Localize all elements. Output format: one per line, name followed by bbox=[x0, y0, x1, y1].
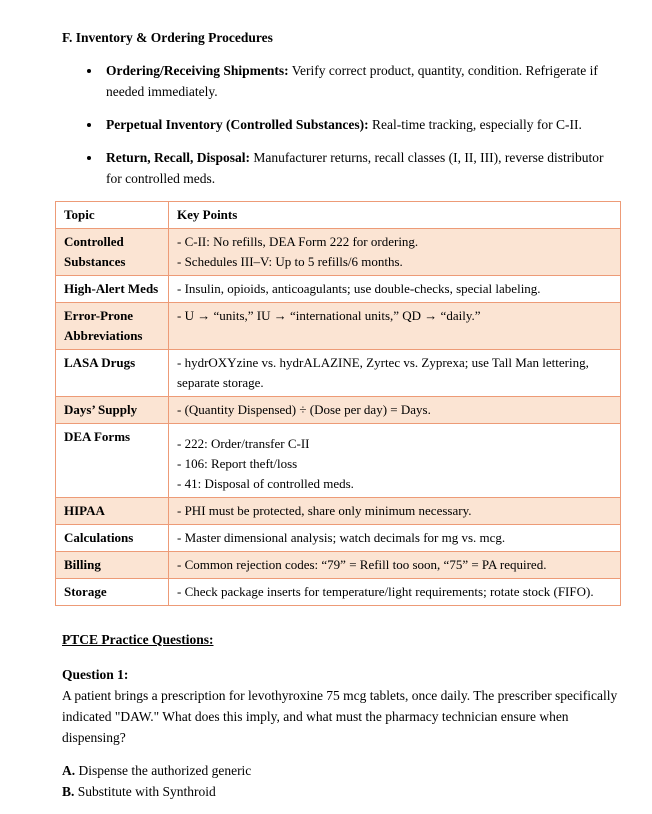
answer-option: A. Dispense the authorized generic bbox=[62, 763, 252, 778]
question-1-label: Question 1: bbox=[62, 667, 129, 682]
table-row bbox=[56, 350, 621, 397]
key-point-line: - (Quantity Dispensed) ÷ (Dose per day) = Days. bbox=[177, 402, 431, 417]
key-points-cell bbox=[169, 552, 621, 579]
key-point-line: - C-II: No refills, DEA Form 222 for ordering. bbox=[177, 234, 419, 249]
key-point-line: - Check package inserts for temperature/light requirements; rotate stock (FIFO). bbox=[177, 584, 594, 599]
key-points-cell bbox=[169, 229, 621, 276]
table-row bbox=[56, 525, 621, 552]
table-row bbox=[56, 276, 621, 303]
answer-option-letter: B. bbox=[62, 784, 75, 799]
key-point-line: - 106: Report theft/loss bbox=[177, 456, 298, 471]
key-point-line: - 222: Order/transfer C-II bbox=[177, 436, 310, 451]
table-row bbox=[56, 498, 621, 525]
bullet-list bbox=[62, 60, 618, 189]
key-points-cell bbox=[169, 525, 621, 552]
topic-cell: Controlled Substances bbox=[56, 229, 169, 276]
key-point-line: - Master dimensional analysis; watch decimals for mg vs. mcg. bbox=[177, 530, 506, 545]
bullet-item: • Return, Recall, Disposal: Manufacturer returns, recall classes (I, II, III), reverse distributor for controlled meds. bbox=[102, 147, 618, 189]
table-header-row bbox=[56, 202, 621, 229]
topic-cell: Days’ Supply bbox=[56, 397, 169, 424]
table-row bbox=[56, 579, 621, 606]
key-points-column-header: Key Points bbox=[169, 202, 621, 229]
table-body bbox=[56, 229, 621, 606]
table-row bbox=[56, 397, 621, 424]
topic-cell: Billing bbox=[56, 552, 169, 579]
table-row bbox=[56, 552, 621, 579]
section-heading: F. Inventory & Ordering Procedures bbox=[62, 30, 273, 45]
topic-cell: Error-Prone Abbreviations bbox=[56, 303, 169, 350]
key-points-cell bbox=[169, 579, 621, 606]
key-points-cell bbox=[169, 424, 621, 498]
answer-option: B. Substitute with Synthroid bbox=[62, 784, 216, 799]
bullet-lead-in: Perpetual Inventory (Controlled Substances): bbox=[106, 117, 369, 132]
key-point-line: - 41: Disposal of controlled meds. bbox=[177, 476, 354, 491]
key-point-line: - Insulin, opioids, anticoagulants; use double-checks, special labeling. bbox=[177, 281, 541, 296]
bullet-lead-in: Ordering/Receiving Shipments: bbox=[106, 63, 289, 78]
topic-column-header: Topic bbox=[56, 202, 169, 229]
key-point-line: - hydrOXYzine vs. hydrALAZINE, Zyrtec vs. Zyprexa; use Tall Man lettering, separate storage. bbox=[177, 355, 589, 390]
key-point-line: - U → “units,” IU → “international units,” QD → “daily.” bbox=[177, 308, 481, 323]
question-1-text: A patient brings a prescription for levothyroxine 75 mcg tablets, once daily. The prescriber specifically indicated "DAW." What does this imply, and what must the pharmacy technician ensure when dispensing? bbox=[62, 688, 618, 745]
answer-options bbox=[62, 760, 618, 802]
topic-cell: Storage bbox=[56, 579, 169, 606]
key-point-line: - Common rejection codes: “79” = Refill too soon, “75” = PA required. bbox=[177, 557, 547, 572]
topic-cell: Calculations bbox=[56, 525, 169, 552]
key-point-line: - Schedules III–V: Up to 5 refills/6 months. bbox=[177, 254, 403, 269]
key-points-cell bbox=[169, 276, 621, 303]
answer-option-letter: A. bbox=[62, 763, 76, 778]
key-points-cell bbox=[169, 498, 621, 525]
topic-cell: High-Alert Meds bbox=[56, 276, 169, 303]
topics-table bbox=[55, 201, 621, 606]
table-row bbox=[56, 424, 621, 498]
topic-cell: LASA Drugs bbox=[56, 350, 169, 397]
practice-questions-title: PTCE Practice Questions: bbox=[62, 632, 214, 647]
bullet-item: • Ordering/Receiving Shipments: Verify correct product, quantity, condition. Refrigerate if needed immediately. bbox=[102, 60, 618, 102]
bullet-item: • Perpetual Inventory (Controlled Substances): Real-time tracking, especially for C-II. bbox=[102, 114, 618, 135]
topic-cell: DEA Forms bbox=[56, 424, 169, 498]
key-points-cell bbox=[169, 350, 621, 397]
table-row bbox=[56, 303, 621, 350]
topic-cell: HIPAA bbox=[56, 498, 169, 525]
table-row bbox=[56, 229, 621, 276]
key-points-cell bbox=[169, 397, 621, 424]
bullet-lead-in: Return, Recall, Disposal: bbox=[106, 150, 250, 165]
key-point-line: - PHI must be protected, share only minimum necessary. bbox=[177, 503, 472, 518]
key-points-cell bbox=[169, 303, 621, 350]
